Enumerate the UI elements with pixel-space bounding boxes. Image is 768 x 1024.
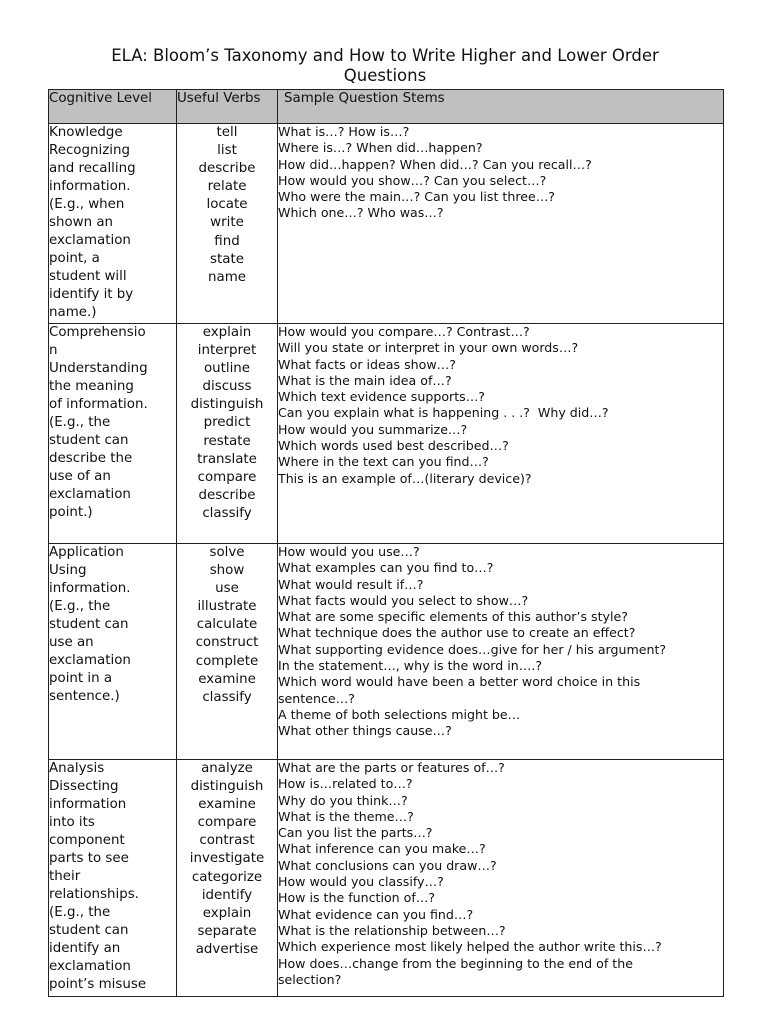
verb-item: solve: [209, 545, 245, 560]
table-row-application: [49, 544, 724, 760]
question-stem: selection?: [278, 971, 342, 987]
level-text-line: identify it by: [49, 287, 134, 302]
question-stems-cell: [278, 124, 724, 324]
question-stem: Can you explain what is happening . . .? Why did…?: [278, 405, 609, 421]
level-text-line: information.: [49, 581, 131, 596]
level-text-line: the meaning: [49, 379, 134, 394]
level-text-line: (E.g., the: [49, 599, 111, 614]
verb-item: find: [214, 233, 240, 249]
level-text-line: parts to see: [49, 851, 129, 866]
level-text-line: name.): [49, 305, 97, 320]
verb-item: list: [217, 143, 237, 159]
table-row-analysis: [49, 760, 724, 997]
verb-item: relate: [207, 179, 247, 195]
cognitive-level-cell: [49, 544, 177, 760]
title-line-2: Questions: [343, 66, 427, 85]
verb-item: write: [210, 215, 244, 231]
level-text-line: use of an: [49, 469, 111, 484]
table-body: [49, 124, 724, 997]
table-row-knowledge: [49, 124, 724, 324]
level-text-line: information.: [49, 179, 131, 194]
verb-item: compare: [197, 469, 257, 485]
verb-item: restate: [203, 433, 251, 449]
question-stem: How is the function of…?: [278, 890, 436, 906]
verb-item: examine: [198, 797, 256, 813]
level-text-line: Knowledge: [49, 125, 123, 140]
question-stem: What inference can you make…?: [278, 841, 486, 857]
bloom-taxonomy-table: [48, 89, 724, 997]
verb-item: identify: [201, 887, 253, 903]
level-text-line: Analysis: [49, 761, 105, 776]
question-stem: What is the theme…?: [278, 808, 414, 824]
question-stem: What other things cause…?: [278, 723, 452, 739]
level-text-line: Recognizing: [49, 143, 130, 158]
level-text-line: (E.g., the: [49, 415, 111, 430]
verb-item: categorize: [191, 869, 263, 885]
level-text-line: into its: [49, 815, 95, 830]
question-stem: Will you state or interpret in your own words…?: [278, 340, 579, 356]
question-stem: A theme of both selections might be…: [278, 706, 521, 722]
cognitive-level-cell: [49, 324, 177, 544]
cognitive-level-cell: [49, 124, 177, 324]
question-stem: Which words used best described…?: [278, 438, 509, 454]
question-stem: What are the parts or features of…?: [278, 760, 505, 775]
question-stem: What facts or ideas show…?: [278, 356, 456, 372]
question-stem: How does…change from the beginning to the end of the: [278, 955, 633, 971]
question-stem: What examples can you find to…?: [278, 560, 494, 576]
level-text-line: student can: [49, 617, 129, 632]
title-line-1: ELA: Bloom’s Taxonomy and How to Write Higher and Lower Order: [111, 46, 659, 65]
useful-verbs-cell: [177, 760, 278, 997]
level-text-line: identify an: [49, 941, 121, 956]
verb-item: distinguish: [190, 397, 264, 413]
question-stem: In the statement…, why is the word in….?: [278, 658, 543, 674]
level-text-line: and recalling: [49, 161, 136, 176]
level-text-line: shown an: [49, 215, 114, 230]
question-stem: How is…related to…?: [278, 776, 413, 792]
level-text-line: (E.g., when: [49, 197, 125, 212]
question-stem: What evidence can you find…?: [278, 906, 474, 922]
question-stems-cell: [278, 760, 724, 997]
question-stem: How did…happen? When did…? Can you recall…?: [278, 156, 592, 172]
verb-item: state: [210, 251, 244, 267]
question-stem: Which experience most likely helped the author write this…?: [278, 939, 662, 955]
verb-item: construct: [195, 635, 259, 651]
verb-item: examine: [198, 671, 256, 687]
question-stems-cell: [278, 324, 724, 544]
level-text-line: student can: [49, 923, 129, 938]
verb-item: distinguish: [190, 779, 264, 795]
question-stem: Where in the text can you find…?: [278, 454, 489, 470]
question-stem: Where is…? When did…happen?: [278, 140, 483, 156]
question-stem: What would result if…?: [278, 576, 424, 592]
level-text-line: exclamation: [49, 487, 131, 502]
verb-item: compare: [197, 815, 257, 831]
level-text-line: use an: [49, 635, 94, 650]
question-stem: sentence…?: [278, 690, 355, 706]
useful-verbs-cell: [177, 324, 278, 544]
question-stem: Can you list the parts…?: [278, 825, 433, 841]
level-text-line: Dissecting: [49, 779, 119, 794]
level-text-line: relationships.: [49, 887, 139, 902]
verb-item: tell: [216, 125, 238, 140]
question-stem: What facts would you select to show…?: [278, 592, 529, 608]
level-text-line: exclamation: [49, 959, 131, 974]
level-text-line: student can: [49, 433, 129, 448]
verb-item: classify: [202, 689, 252, 705]
verb-item: contrast: [199, 833, 255, 849]
question-stem: How would you classify…?: [278, 874, 444, 890]
verb-item: classify: [202, 505, 252, 521]
verb-item: outline: [203, 361, 251, 377]
verb-item: translate: [197, 451, 257, 467]
level-text-line: student will: [49, 269, 127, 284]
level-text-line: point in a: [49, 671, 113, 686]
level-text-line: exclamation: [49, 653, 131, 668]
question-stem: Which one…? Who was…?: [278, 205, 444, 221]
level-text-line: Application: [49, 545, 124, 560]
question-stem: How would you compare…? Contrast…?: [278, 324, 530, 339]
verb-item: investigate: [189, 851, 265, 867]
level-text-line: sentence.): [49, 689, 120, 704]
level-text-line: of information.: [49, 397, 148, 412]
question-stem: Why do you think…?: [278, 792, 408, 808]
question-stem: What is the main idea of…?: [278, 372, 452, 388]
verb-item: describe: [198, 161, 256, 177]
verb-item: explain: [202, 905, 252, 921]
verb-item: locate: [206, 197, 248, 213]
question-stem: What are some specific elements of this author’s style?: [278, 609, 628, 625]
verb-item: analyze: [201, 761, 253, 776]
question-stems-cell: [278, 544, 724, 760]
document-title: [48, 46, 722, 86]
question-stem: What supporting evidence does…give for her / his argument?: [278, 641, 667, 657]
level-text-line: exclamation: [49, 233, 131, 248]
level-text-line: Using: [49, 563, 87, 578]
question-stem: How would you use…?: [278, 544, 420, 559]
verb-item: illustrate: [197, 599, 257, 615]
table-row-comprehension: [49, 324, 724, 544]
verb-item: complete: [195, 653, 259, 669]
level-text-line: point, a: [49, 251, 100, 266]
header-sample-question-stems: Sample Question Stems: [278, 90, 724, 124]
verb-item: advertise: [195, 941, 259, 957]
question-stem: Which text evidence supports…?: [278, 389, 485, 405]
verb-item: separate: [197, 923, 257, 939]
question-stem: How would you summarize…?: [278, 421, 468, 437]
cognitive-level-cell: [49, 760, 177, 997]
level-text-line: component: [49, 833, 125, 848]
verb-item: discuss: [202, 379, 252, 395]
header-useful-verbs: Useful Verbs: [177, 90, 278, 124]
level-text-line: describe the: [49, 451, 133, 466]
verb-item: name: [208, 269, 246, 285]
level-text-line: point.): [49, 505, 93, 520]
level-text-line: information: [49, 797, 127, 812]
level-text-line: their: [49, 869, 81, 884]
verb-item: calculate: [196, 617, 258, 633]
level-text-line: n: [49, 343, 58, 358]
verb-item: show: [209, 563, 245, 579]
question-stem: Who were the main…? Can you list three…?: [278, 189, 555, 205]
verb-item: predict: [203, 415, 251, 431]
verb-item: describe: [198, 487, 256, 503]
level-text-line: point’s misuse: [49, 977, 147, 992]
question-stem: What conclusions can you draw…?: [278, 857, 497, 873]
header-cognitive-level: Cognitive Level: [49, 90, 177, 124]
question-stem: What is…? How is…?: [278, 124, 410, 139]
verb-item: explain: [202, 325, 252, 340]
question-stem: What is the relationship between…?: [278, 922, 506, 938]
verb-item: use: [215, 581, 239, 597]
question-stem: This is an example of…(literary device)?: [278, 470, 532, 486]
question-stem: Which word would have been a better word choice in this: [278, 674, 641, 690]
useful-verbs-cell: [177, 544, 278, 760]
level-text-line: Understanding: [49, 361, 148, 376]
useful-verbs-cell: [177, 124, 278, 324]
level-text-line: (E.g., the: [49, 905, 111, 920]
table-header-row: [49, 90, 724, 124]
question-stem: How would you show…? Can you select…?: [278, 172, 547, 188]
verb-item: interpret: [197, 343, 257, 359]
question-stem: What technique does the author use to create an effect?: [278, 625, 636, 641]
level-text-line: Comprehensio: [49, 325, 146, 340]
